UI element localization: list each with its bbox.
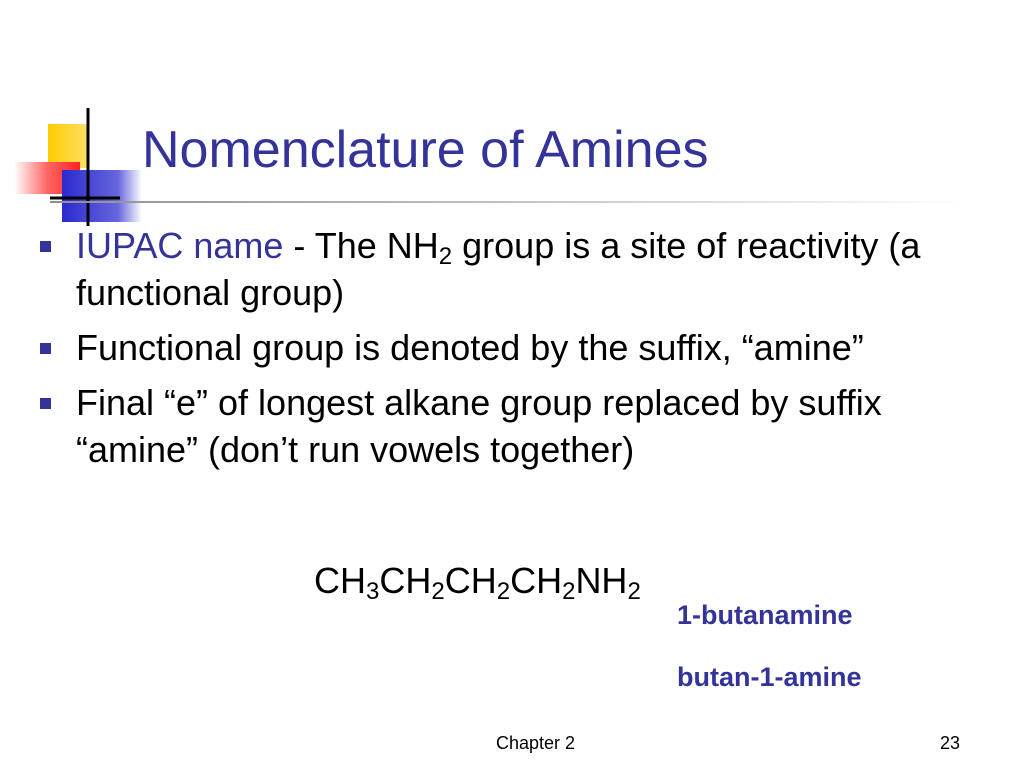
formula-part: CH xyxy=(379,560,432,601)
formula-part: NH xyxy=(575,560,628,601)
bullet-item xyxy=(36,324,936,371)
bullet-item xyxy=(36,379,956,473)
formula-subscript: 2 xyxy=(627,578,641,605)
bullet-text: Functional group is denoted by the suffix, “amine” xyxy=(76,327,864,368)
title-divider xyxy=(50,201,970,203)
bullet-square-icon xyxy=(40,398,51,409)
bullet-text: group is a site of reactivity (a functional group) xyxy=(76,225,921,313)
footer-chapter: Chapter 2 xyxy=(496,733,576,753)
bullet-square-icon xyxy=(40,241,51,252)
bullet-list xyxy=(36,222,936,481)
subscript: 2 xyxy=(438,243,453,270)
formula-subscript: 2 xyxy=(431,578,445,605)
decorative-logo xyxy=(0,0,160,240)
bullet-text: - The NH xyxy=(283,225,439,266)
compound-name-common: 1-butanamine xyxy=(677,600,853,630)
iupac-name-highlight: IUPAC name xyxy=(76,225,284,266)
formula-subscript: 3 xyxy=(366,578,380,605)
bullet-item xyxy=(36,222,936,316)
bullet-square-icon xyxy=(40,343,51,354)
formula-part: CH xyxy=(510,560,563,601)
slide-title: Nomenclature of Amines xyxy=(142,121,709,179)
compound-name-iupac: butan-1-amine xyxy=(677,662,862,692)
bullet-text: Final “e” of longest alkane group replaced by suffix “amine” (don’t run vowels together) xyxy=(76,382,882,470)
footer-page-number: 23 xyxy=(940,733,961,753)
formula-part: CH xyxy=(314,560,366,601)
formula-part: CH xyxy=(444,560,497,601)
chemical-formula xyxy=(314,557,641,604)
formula-subscript: 2 xyxy=(562,578,576,605)
formula-subscript: 2 xyxy=(496,578,511,605)
